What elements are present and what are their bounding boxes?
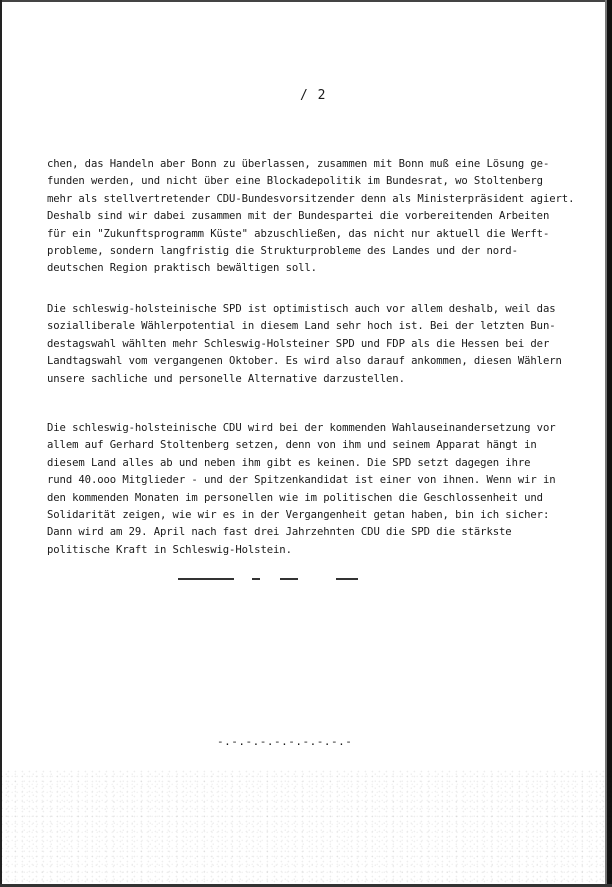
text-line: den kommenden Monaten im personellen wie im politischen die Geschlossenheit und bbox=[47, 491, 543, 504]
scan-edge-right bbox=[607, 0, 612, 887]
text-line: diesem Land alles ab und neben ihm gibt es keinen. Die SPD setzt dagegen ihre bbox=[47, 456, 531, 469]
paragraph-2 bbox=[47, 301, 582, 388]
text-line: destagswahl wählten mehr Schleswig-Holsteiner SPD und FDP als die Hessen bei der bbox=[47, 337, 550, 350]
text-line: für ein "Zukunftsprogramm Küste" abzuschließen, das nicht nur aktuell die Werft- bbox=[47, 227, 550, 240]
text-line: Solidarität zeigen, wie wir es in der Vergangenheit getan haben, bin ich sicher: bbox=[47, 509, 550, 522]
scan-edge-top bbox=[0, 0, 612, 2]
text-line: probleme, sondern langfristig die Strukturprobleme des Landes und der nord- bbox=[47, 245, 518, 258]
paragraph-1 bbox=[47, 156, 582, 278]
text-line: Die schleswig-holsteinische SPD ist optimistisch auch vor allem deshalb, weil das bbox=[47, 303, 556, 315]
text-line: Die schleswig-holsteinische CDU wird bei der kommenden Wahlauseinandersetzung vor bbox=[47, 422, 556, 434]
closing-rule-segment bbox=[336, 578, 358, 580]
closing-rule-segment bbox=[252, 578, 260, 580]
scan-edge-left bbox=[0, 0, 2, 887]
text-line: politische Kraft in Schleswig-Holstein. bbox=[47, 543, 292, 556]
text-line: Deshalb sind wir dabei zusammen mit der Bundespartei die vorbereitenden Arbeiten bbox=[47, 210, 550, 223]
text-line: funden werden, und nicht über eine Blockadepolitik im Bundesrat, wo Stoltenberg bbox=[47, 175, 543, 188]
text-line: Landtagswahl vom vergangenen Oktober. Es wird also darauf ankommen, diesen Wählern bbox=[47, 355, 562, 368]
text-line: deutschen Region praktisch bewältigen soll. bbox=[47, 262, 317, 275]
closing-rule-segment bbox=[178, 578, 234, 580]
text-line: allem auf Gerhard Stoltenberg setzen, denn von ihm und seinem Apparat hängt in bbox=[47, 439, 537, 452]
text-line: mehr als stellvertretender CDU-Bundesvorsitzender denn als Ministerpräsident agiert. bbox=[47, 192, 575, 205]
text-line: chen, das Handeln aber Bonn zu überlassen, zusammen mit Bonn muß eine Lösung ge- bbox=[47, 158, 550, 170]
end-of-document-mark: -.-.-.-.-.-.-.-.-.- bbox=[217, 735, 353, 748]
scan-noise bbox=[0, 770, 612, 884]
paragraph-3 bbox=[47, 420, 582, 559]
page-number: / 2 bbox=[300, 88, 327, 103]
text-line: sozialliberale Wählerpotential in diesem Land sehr hoch ist. Bei der letzten Bun- bbox=[47, 320, 556, 333]
closing-rule-segment bbox=[280, 578, 298, 580]
text-line: Dann wird am 29. April nach fast drei Jahrzehnten CDU die SPD die stärkste bbox=[47, 526, 512, 539]
text-line: rund 40.ooo Mitglieder - und der Spitzenkandidat ist einer von ihnen. Wenn wir in bbox=[47, 474, 556, 487]
text-line: unsere sachliche und personelle Alternative darzustellen. bbox=[47, 372, 405, 385]
